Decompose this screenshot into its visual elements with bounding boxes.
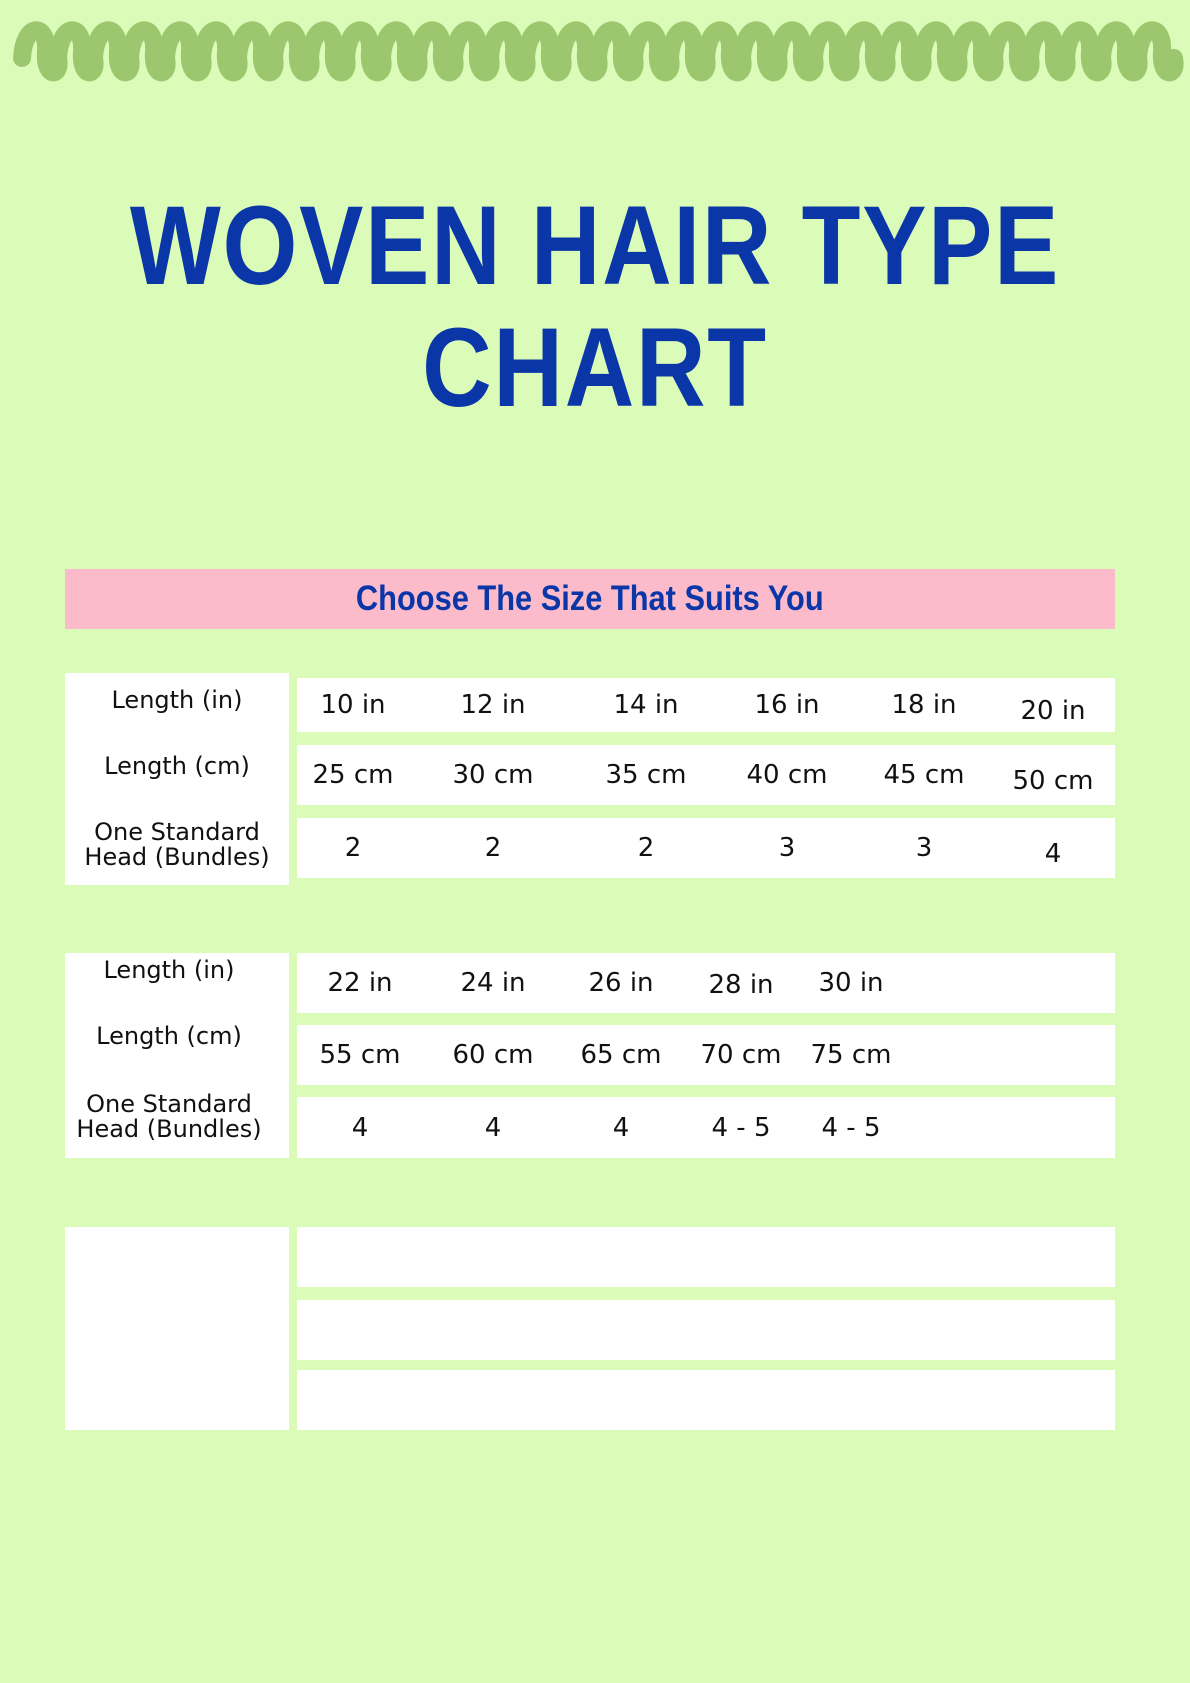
empty-row <box>297 1227 1115 1287</box>
table-cell: 28 in <box>708 970 774 1000</box>
table-cell: 30 in <box>818 968 884 998</box>
table-cell: 60 cm <box>452 1040 534 1070</box>
row-length-cm <box>297 745 1115 805</box>
row-labels-box <box>65 953 289 1158</box>
table-cell: 3 <box>778 833 796 863</box>
table-cell: 4 <box>484 1112 502 1143</box>
label-length-cm: Length (cm) <box>104 752 250 780</box>
table-cell: 50 cm <box>1012 766 1094 796</box>
label-length-in: Length (in) <box>103 956 235 984</box>
row-labels-box <box>65 673 289 885</box>
size-table-1 <box>65 673 1115 885</box>
empty-row <box>297 1300 1115 1360</box>
table-cell: 4 <box>1044 839 1062 869</box>
table-cell: 55 cm <box>319 1040 401 1070</box>
row-bundles <box>297 1097 1115 1158</box>
table-cell: 4 - 5 <box>821 1112 881 1143</box>
table-cell: 14 in <box>613 690 679 720</box>
table-cell: 3 <box>915 833 933 863</box>
row-length-in <box>297 953 1115 1013</box>
row-labels-box <box>65 1227 289 1430</box>
table-cell: 20 in <box>1020 696 1086 726</box>
row-length-cm <box>297 1025 1115 1085</box>
table-cell: 30 cm <box>452 760 534 790</box>
table-cell: 22 in <box>327 968 393 998</box>
table-cell: 45 cm <box>883 760 965 790</box>
table-cell: 12 in <box>460 690 526 720</box>
subtitle-banner <box>65 569 1115 629</box>
table-cell: 16 in <box>754 690 820 720</box>
table-cell: 2 <box>484 833 502 863</box>
row-bundles <box>297 818 1115 878</box>
wavy-border-decoration <box>0 0 1190 110</box>
label-bundles-line1: One Standard <box>86 1090 252 1118</box>
table-cell: 75 cm <box>810 1040 892 1070</box>
table-cell: 70 cm <box>700 1040 782 1070</box>
page-title <box>83 185 1106 429</box>
page-title-line2: CHART <box>422 305 768 430</box>
table-cell: 4 - 5 <box>711 1112 771 1143</box>
size-table-2 <box>65 953 1115 1158</box>
label-length-cm: Length (cm) <box>96 1022 242 1050</box>
table-cell: 24 in <box>460 968 526 998</box>
page-title-line1: WOVEN HAIR TYPE <box>129 183 1061 308</box>
table-cell: 4 <box>351 1112 369 1143</box>
table-cell: 35 cm <box>605 760 687 790</box>
table-cell: 40 cm <box>746 760 828 790</box>
table-cell: 4 <box>612 1112 630 1143</box>
table-cell: 2 <box>344 833 362 863</box>
table-cell: 25 cm <box>312 760 394 790</box>
empty-row <box>297 1370 1115 1430</box>
label-length-in: Length (in) <box>111 686 243 714</box>
table-cell: 2 <box>637 833 655 863</box>
row-length-in <box>297 678 1115 732</box>
table-cell: 65 cm <box>580 1040 662 1070</box>
table-cell: 10 in <box>320 690 386 720</box>
label-bundles-line2: Head (Bundles) <box>76 1115 262 1143</box>
size-table-3-empty <box>65 1227 1115 1430</box>
subtitle-text: Choose The Size That Suits You <box>356 579 824 618</box>
table-cell: 26 in <box>588 968 654 998</box>
table-cell: 18 in <box>891 690 957 720</box>
label-bundles-line2: Head (Bundles) <box>84 843 270 871</box>
label-bundles-line1: One Standard <box>94 818 260 846</box>
